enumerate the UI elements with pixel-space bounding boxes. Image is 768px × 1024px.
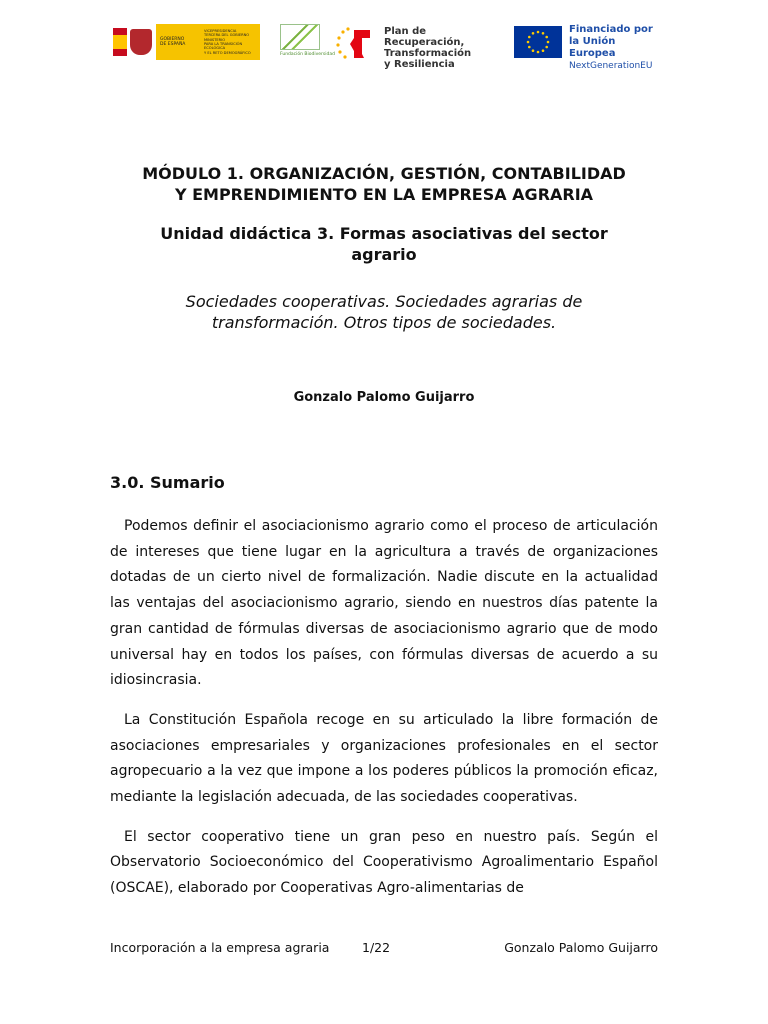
plan-line: Plan de Recuperación,: [384, 26, 465, 48]
module-title-line: MÓDULO 1. ORGANIZACIÓN, GESTIÓN, CONTABILIDAD: [142, 164, 626, 183]
unit-title: [100, 223, 668, 265]
subtitle-line: Sociedades cooperativas. Sociedades agrarias de: [185, 292, 583, 311]
plan-line: Transformación: [384, 48, 472, 59]
body-text: [110, 514, 658, 924]
paragraph: Podemos definir el asociacionismo agrario como el proceso de articulación de intereses que tiene lugar en la agricultura a través de organizaciones dotadas de un cierto nivel de formalización. Nadie discute en la actualidad las ventajas del asociacionismo agrario, siendo en nuestros días patente la gran cantidad de fórmulas diversas de asociacionismo agrario que de modo universal hay en todos los países, con fórmulas diversas de acuerdo a su idiosincrasia.: [110, 518, 658, 689]
eu-funding-logo: [514, 24, 658, 71]
header-logos: [110, 24, 658, 71]
ministry-line: Y EL RETO DEMOGRÁFICO: [204, 50, 251, 55]
ministry-line: VICEPRESIDENCIA: [204, 28, 237, 33]
paragraph: El sector cooperativo tiene un gran peso en nuestro país. Según el Observatorio Socioeconómico del Cooperativismo Agroalimentario Español (OSCAE), elaborado por Cooperativas Agro-alimentarias de: [110, 828, 658, 897]
fundacion-biodiversidad-logo: [280, 24, 335, 60]
plan-recuperacion-logo: [336, 24, 506, 70]
footer-author: Gonzalo Palomo Guijarro: [504, 940, 658, 955]
gobierno-line: DE ESPAÑA: [160, 42, 186, 47]
spain-coat-of-arms-icon: [110, 24, 156, 60]
section-heading: 3.0. Sumario: [110, 473, 225, 492]
eu-line: la Unión Europea: [569, 36, 616, 59]
prtr-mark-icon: [336, 26, 372, 60]
subtitle-line: transformación. Otros tipos de sociedades.: [211, 313, 557, 332]
eu-sub: NextGenerationEU: [569, 61, 653, 71]
gobierno-espana-logo: [110, 24, 260, 60]
footer-course: Incorporación a la empresa agraria: [110, 940, 330, 955]
module-title: [100, 163, 668, 205]
grass-icon: [280, 24, 320, 50]
unit-title-line: Unidad didáctica 3. Formas asociativas del sector: [160, 224, 608, 243]
eu-line: Financiado por: [569, 24, 653, 35]
unit-subtitle: [100, 291, 668, 333]
author-name: Gonzalo Palomo Guijarro: [293, 390, 475, 405]
module-title-line: Y EMPRENDIMIENTO EN LA EMPRESA AGRARIA: [174, 185, 594, 204]
unit-title-line: agrario: [351, 245, 417, 264]
eu-flag-icon: [514, 26, 562, 58]
ministry-line: PARA LA TRANSICIÓN ECOLÓGICA: [204, 42, 243, 51]
fundacion-caption: Fundación Biodiversidad: [280, 52, 335, 57]
ministry-line: MINISTERIO: [204, 37, 226, 42]
gobierno-line: GOBIERNO: [160, 37, 185, 42]
plan-line: y Resiliencia: [384, 59, 455, 70]
page-number: 1/22: [362, 940, 391, 955]
ministry-line: TERCERA DEL GOBIERNO: [204, 33, 250, 38]
paragraph: La Constitución Española recoge en su articulado la libre formación de asociaciones empresariales y organizaciones profesionales en el sector agropecuario a la vez que impone a los poderes públicos la promoción eficaz, mediante la legislación adecuada, de las sociedades cooperativas.: [110, 711, 658, 806]
